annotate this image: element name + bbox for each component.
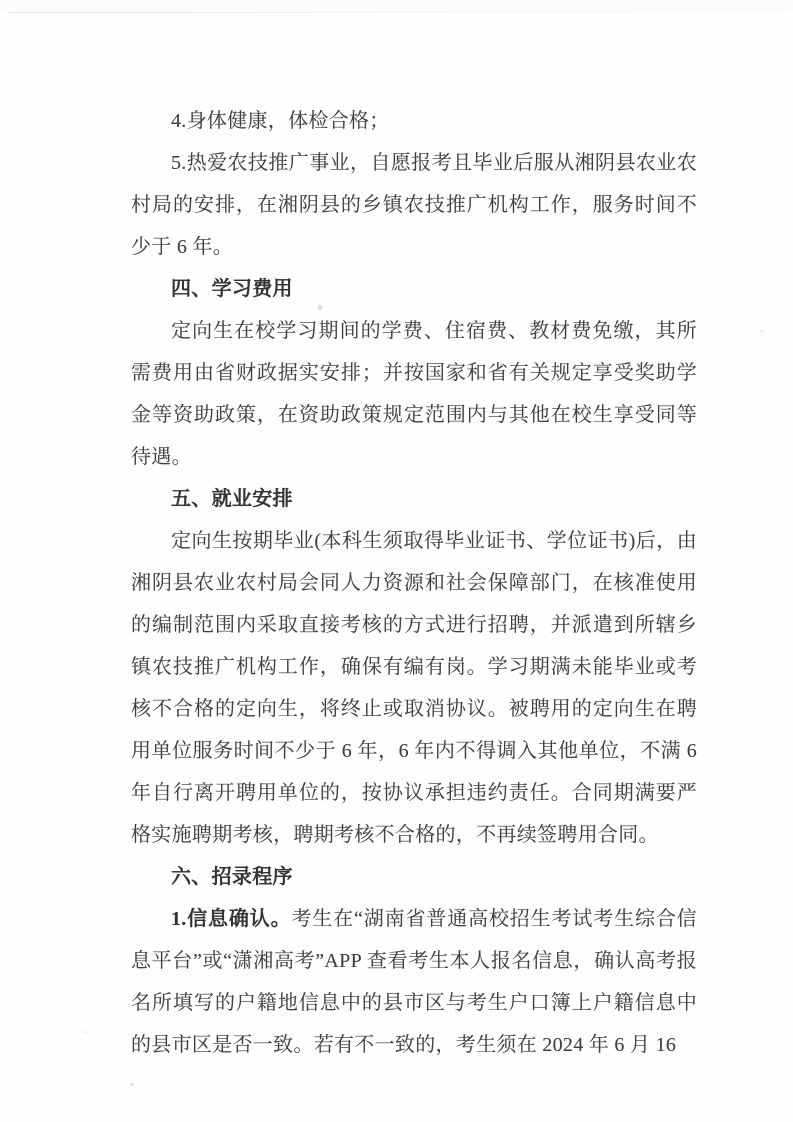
body-paragraph: 4.身体健康，体检合格； [171,110,390,132]
body-paragraph: 定向生按期毕业(本科生须取得毕业证书、学位证书)后，由湘阴县农业农村局会同人力资源和社会保障部门，在核准使用的编制范围内采取直接考核的方式进行招聘，并派遣到所辖乡镇农技推广机构工作，确保有编有岗。学习期满未能毕业或考核不合格的定向生，将终止或取消协议。被聘用的定向生在聘用单位服务时间不少于 6 年，6 年内不得调入其他单位，不满 6 年自行离开聘用单位的，按协议承担违约责任。合同期满要严格实施聘期考核，聘期考核不合格的，不再续签聘用合同。 [131,530,697,846]
scan-speck [130,1083,134,1086]
paragraph-bold-lead: 1.信息确认。 [171,908,292,930]
scan-edge-line [9,12,787,13]
scan-speck [84,1031,87,1033]
document-body [131,100,697,1066]
body-paragraph: 5.热爱农技推广事业，自愿报考且毕业后服从湘阴县农业农村局的安排，在湘阴县的乡镇农技推广机构工作，服务时间不少于 6 年。 [131,152,697,258]
section-heading: 五、就业安排 [171,488,293,510]
body-paragraph: 1.信息确认。考生在“湖南省普通高校招生考试考生综合信息平台”或“潇湘高考”APP 查看考生本人报名信息，确认高考报名所填写的户籍地信息中的县市区与考生户口簿上户籍信息中的县市区是否一致。若有不一致的，考生须在 2024 年 6 月 16 [131,908,697,1056]
section-heading: 六、招录程序 [171,866,293,888]
section-heading: 四、学习费用 [171,278,293,300]
body-paragraph: 定向生在校学习期间的学费、住宿费、教材费免缴，其所需费用由省财政据实安排；并按国家和省有关规定享受奖助学金等资助政策，在资助政策规定范围内与其他在校生享受同等待遇。 [131,320,697,468]
scan-speck [760,330,763,332]
scan-edge-strip [0,0,793,12]
